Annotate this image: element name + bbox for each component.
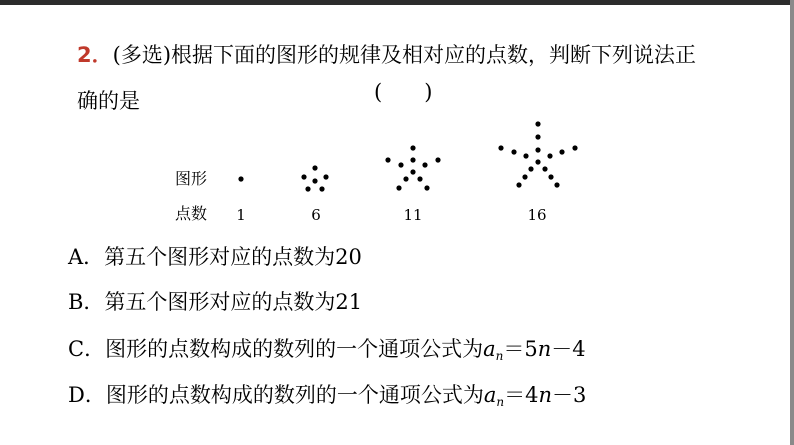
option-c-letter: C． — [68, 337, 106, 361]
dot — [516, 182, 521, 187]
dot — [559, 149, 564, 154]
option-d-text: 图形的点数构成的数列的一个通项公式为 — [105, 383, 484, 407]
option-d-letter: D． — [68, 383, 106, 407]
dot — [424, 185, 429, 190]
option-b-text: 第五个图形对应的点数为21 — [104, 290, 363, 314]
dot — [301, 174, 306, 179]
right-border — [790, 0, 794, 445]
row-label-count: 点数 — [175, 204, 208, 223]
question-text-line1: (多选)根据下面的图形的规律及相对应的点数，判断下列说法正 — [112, 43, 697, 67]
top-border — [0, 0, 794, 5]
dot — [572, 145, 577, 150]
option-c-sub-n: n — [495, 349, 504, 363]
row-label-shape: 图形 — [175, 169, 208, 188]
answer-parentheses: ( ) — [374, 80, 433, 104]
dot — [410, 145, 415, 150]
dot — [523, 153, 528, 158]
option-c-eq: ＝5 — [503, 337, 538, 361]
dot — [542, 166, 547, 171]
option-c-tail: －4 — [551, 337, 586, 361]
dot — [319, 186, 324, 191]
option-d-var-n: n — [538, 383, 553, 407]
figure-3-dots — [385, 145, 440, 190]
option-d-tail: －3 — [552, 383, 587, 407]
dot-pattern-figure — [170, 118, 610, 230]
dot — [554, 182, 559, 187]
dot — [403, 176, 408, 181]
dot — [238, 176, 243, 181]
dot — [535, 159, 540, 164]
count-figure-2: 6 — [311, 206, 321, 224]
dot — [498, 145, 503, 150]
option-a[interactable] — [68, 242, 362, 272]
dot — [422, 162, 427, 167]
count-figure-4: 16 — [527, 206, 547, 224]
dot — [535, 134, 540, 139]
figure-1-dots — [238, 176, 243, 181]
dot — [435, 157, 440, 162]
option-d[interactable] — [68, 380, 586, 417]
option-b-letter: B． — [68, 290, 105, 314]
dot — [312, 165, 317, 170]
dot — [511, 149, 516, 154]
question-number: 2． — [77, 43, 113, 67]
dot — [410, 169, 415, 174]
option-b[interactable] — [68, 287, 362, 317]
count-figure-3: 11 — [403, 206, 423, 224]
dot — [305, 186, 310, 191]
option-c[interactable] — [68, 334, 586, 371]
option-d-sub-n: n — [496, 395, 505, 409]
count-figure-1: 1 — [236, 206, 246, 224]
dot — [417, 176, 422, 181]
dot — [535, 121, 540, 126]
dot — [535, 147, 540, 152]
dot — [547, 153, 552, 158]
dot — [323, 174, 328, 179]
question-text-line2: 确的是 — [77, 89, 140, 113]
dot — [396, 185, 401, 190]
option-a-text: 第五个图形对应的点数为20 — [104, 245, 362, 269]
option-d-var-a: a — [483, 383, 497, 407]
option-c-var-n: n — [537, 337, 552, 361]
option-d-eq: ＝4 — [504, 383, 539, 407]
option-c-text: 图形的点数构成的数列的一个通项公式为 — [105, 337, 484, 361]
option-a-letter: A． — [68, 245, 105, 269]
dot — [548, 174, 553, 179]
dot — [385, 157, 390, 162]
dot — [398, 162, 403, 167]
option-c-var-a: a — [483, 337, 496, 361]
figure-2-dots — [301, 165, 328, 191]
dot — [528, 166, 533, 171]
dot — [522, 174, 527, 179]
figure-4-dots — [498, 121, 577, 187]
dot — [312, 178, 317, 183]
dot — [410, 157, 415, 162]
